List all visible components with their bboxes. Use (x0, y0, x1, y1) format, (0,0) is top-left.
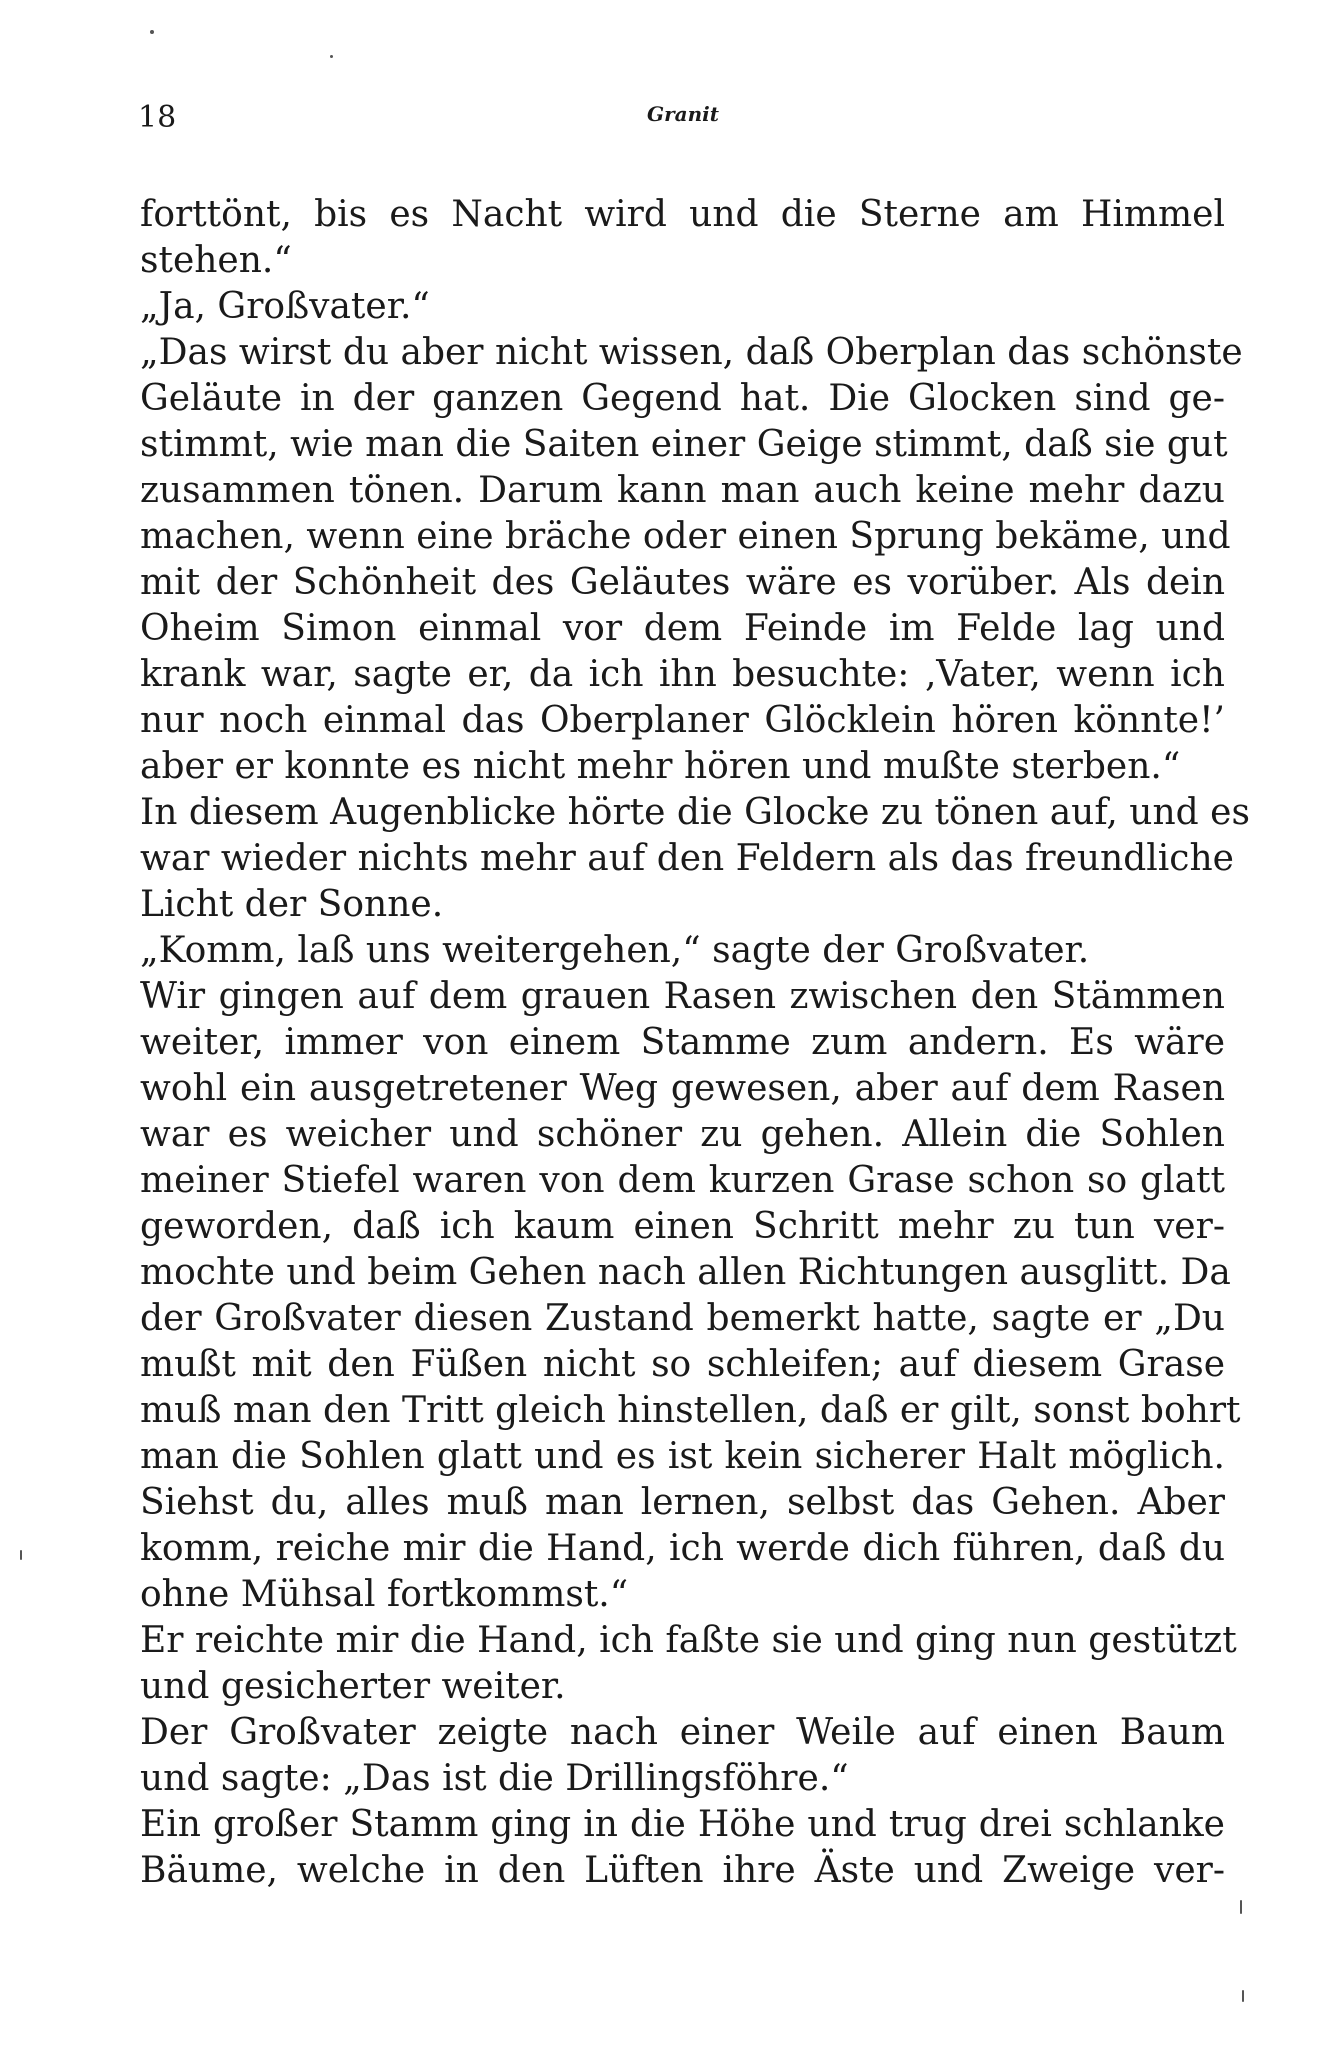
text-line: Oheim Simon einmal vor dem Feinde im Felde lag und (140, 608, 1225, 649)
text-line: „Ja, Großvater.“ (140, 286, 430, 327)
text-line: aber er konnte es nicht mehr hören und mußte sterben.“ (140, 746, 1181, 787)
text-line: nur noch einmal das Oberplaner Glöcklein hören könnte!’ (140, 700, 1225, 741)
page-header (138, 100, 1228, 140)
text-line: wohl ein ausgetretener Weg gewesen, aber auf dem Rasen (140, 1068, 1225, 1109)
text-line: der Großvater diesen Zustand bemerkt hatte, sagte er „Du (140, 1298, 1225, 1339)
text-line: Geläute in der ganzen Gegend hat. Die Glocken sind ge- (140, 378, 1225, 419)
text-line: Siehst du, alles muß man lernen, selbst das Gehen. Aber (140, 1482, 1225, 1523)
print-speck (330, 55, 333, 58)
text-line: Der Großvater zeigte nach einer Weile auf einen Baum (140, 1712, 1225, 1753)
text-line: „Komm, laß uns weitergehen,“ sagte der Großvater. (140, 930, 1090, 971)
text-line: Licht der Sonne. (140, 884, 444, 925)
text-line: komm, reiche mir die Hand, ich werde dich führen, daß du (140, 1528, 1225, 1569)
text-line: geworden, daß ich kaum einen Schritt mehr zu tun ver- (140, 1206, 1225, 1247)
text-line: mochte und beim Gehen nach allen Richtungen ausglitt. Da (140, 1252, 1231, 1293)
text-line: stimmt, wie man die Saiten einer Geige stimmt, daß sie gut (140, 424, 1228, 465)
running-head: Granit (647, 102, 719, 126)
text-line: war es weicher und schöner zu gehen. Allein die Sohlen (140, 1114, 1225, 1155)
body-text (140, 192, 1250, 1894)
print-speck (1240, 1900, 1242, 1914)
text-line: In diesem Augenblicke hörte die Glocke zu tönen auf, und es (140, 792, 1250, 833)
text-line: weiter, immer von einem Stamme zum andern. Es wäre (140, 1022, 1225, 1063)
text-line: krank war, sagte er, da ich ihn besuchte: ‚Vater, wenn ich (140, 654, 1225, 695)
text-line: machen, wenn eine bräche oder einen Sprung bekäme, und (140, 516, 1231, 557)
text-line: zusammen tönen. Darum kann man auch keine mehr dazu (140, 470, 1225, 511)
text-line: mußt mit den Füßen nicht so schleifen; auf diesem Grase (140, 1344, 1225, 1385)
text-line: Wir gingen auf dem grauen Rasen zwischen den Stämmen (140, 976, 1225, 1017)
text-line: „Das wirst du aber nicht wissen, daß Oberplan das schönste (140, 332, 1243, 373)
text-line: forttönt, bis es Nacht wird und die Sterne am Himmel (140, 194, 1225, 235)
text-line: man die Sohlen glatt und es ist kein sicherer Halt möglich. (140, 1436, 1225, 1477)
print-speck (1242, 1990, 1244, 2002)
text-line: muß man den Tritt gleich hinstellen, daß er gilt, sonst bohrt (140, 1390, 1241, 1431)
text-line: und sagte: „Das ist die Drillingsföhre.“ (140, 1758, 849, 1799)
print-speck (150, 30, 154, 34)
text-line: Bäume, welche in den Lüften ihre Äste und Zweige ver- (140, 1850, 1225, 1891)
text-line: mit der Schönheit des Geläutes wäre es vorüber. Als dein (140, 562, 1225, 603)
text-line: stehen.“ (140, 240, 292, 281)
page-number: 18 (138, 100, 177, 135)
text-line: war wieder nichts mehr auf den Feldern als das freundliche (140, 838, 1234, 879)
text-line: und gesicherter weiter. (140, 1666, 566, 1707)
text-line: meiner Stiefel waren von dem kurzen Grase schon so glatt (140, 1160, 1225, 1201)
print-speck (20, 1550, 22, 1560)
text-line: Er reichte mir die Hand, ich faßte sie und ging nun gestützt (140, 1620, 1237, 1661)
text-line: Ein großer Stamm ging in die Höhe und trug drei schlanke (140, 1804, 1225, 1845)
text-line: ohne Mühsal fortkommst.“ (140, 1574, 629, 1615)
